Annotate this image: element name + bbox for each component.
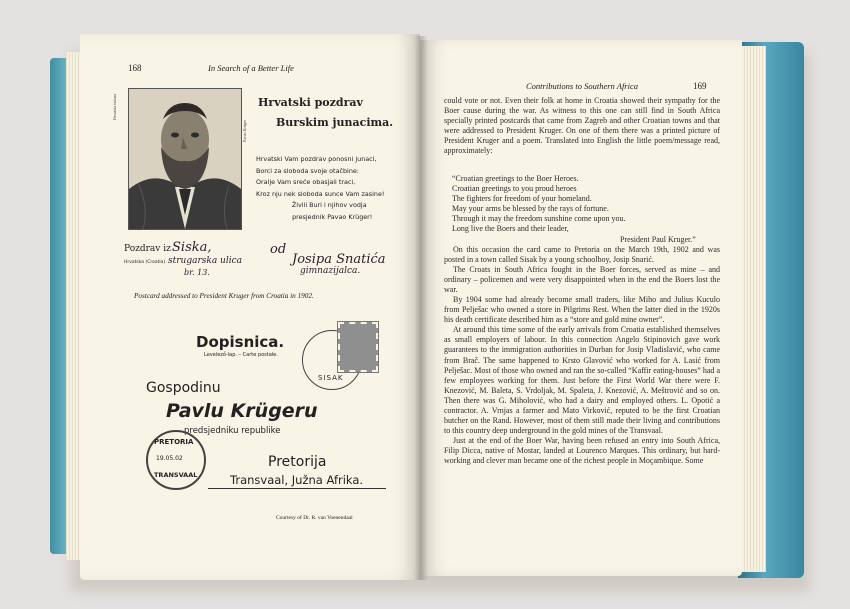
paragraph-text: At around this time some of the early arrivals from Croatia established themselves as small employers of labour. In this connection Angelo Stipinovich gave work guarantees to the immigration authorities in Durban for Josip Vladislavić, who came from Brač. The same happened to Krsto Glavović who worked for A. Lasić from Pelješac. Most of those who owned and ran the so-called “Kaffir eating-houses” had a few employees working for them. Just before the First World War there were F. Knezović, M. Baleta, S. Vrdoljak, M. Spaleta, J. Knezović, A. Meštrović and so on. Then there was G. Miholović, who had a dairy and employed others. L. Opotić a contractor. A. Vrnjas a farmer and Mato Virković, reputed to be the first Croatian butcher on the Rand. However, most of them still made their living and contributions to this country deep underground in the gold mines of the Transvaal. <box>444 325 720 435</box>
paragraph-text: The Croats in South Africa fought in the Boer forces, served as mine – and ordinary – policemen and were very disappointed when in the end the Boers lost the war. <box>444 265 720 295</box>
handwritten-signature: Josipa Snatića <box>292 252 386 267</box>
poem-line: Borci za sloboda svoje otačbine: <box>256 166 359 175</box>
left-page-number: 168 <box>128 63 142 73</box>
book-gutter <box>414 36 428 580</box>
paragraph-text: By 1904 some had already become small traders, like Miho and Julius Kuculo from Pelješac who owned a store in Pilgrims Rest. When the latter died in the 1920s his death certificate described him as a “store and gold mine owner”. <box>444 295 720 325</box>
poem-en-signature: President Paul Kruger.” <box>620 234 696 244</box>
printed-from: Pozdrav iz <box>124 244 171 254</box>
poem-line: Hrvatski Vam pozdrav ponosni junaci, <box>256 155 377 163</box>
address-underline <box>208 488 386 489</box>
poem-en-line: Long live the Boers and their leader, <box>452 224 569 234</box>
poem-line: presjednik Pavao Krüger! <box>292 212 373 221</box>
paragraph-text: could vote or not. Even their folk at home in Croatia showed their sympathy for the Boer cause during the war. As witness to this one can still find in South Africa specially printed postcards that came from Zagreb and other Croatian towns and that were addressed to President Kruger. On one of them there was a printed picture of President Kruger and a poem. Translated into English the little poem/message read, approximately: <box>444 96 720 156</box>
handwritten-school: gimnazijalca. <box>300 266 361 276</box>
dopisnica-title: Dopisnica. <box>196 333 285 351</box>
paragraph-text: On this occasion the card came to Pretoria on the March 19th, 1902 and was posted in a town called Sisak by a young schoolboy, Josip Snarić. <box>444 245 720 265</box>
poem-line: Živili Buri i njihov vodja <box>291 201 367 210</box>
poem-en-line: May your arms be blessed by the rays of fortune. <box>452 204 609 214</box>
poem-en-line: “Croatian greetings to the Boer Heroes. <box>452 174 579 183</box>
recipient-name: Pavlu Krügeru <box>166 400 318 422</box>
left-running-head: In Search of a Better Life <box>208 63 294 73</box>
right-page-number: 169 <box>693 81 707 91</box>
sisak-postmark-text: SISAK <box>318 374 344 382</box>
greeting-line-1: Hrvatski pozdrav <box>258 96 363 109</box>
english-poem <box>452 174 696 245</box>
postage-stamp <box>338 322 378 372</box>
dopisnica-subtitle: Levelező-lap. – Carte postale. <box>204 352 278 358</box>
paragraph-2-group <box>444 245 720 466</box>
poem-en-line: The fighters for freedom of your homeland. <box>452 194 592 204</box>
paragraph-text: Just at the end of the Boer War, having been refused an entry into South Africa, Filip Dicca, native of Mostar, landed at Lourenco Marques. This ordinary, but hard-working and clever man became one of the richest people in Moçambique. Some <box>444 435 720 465</box>
handwritten-siska: Siska, <box>172 240 212 255</box>
paragraph-1 <box>444 96 720 156</box>
greeting-line-2: Burskim junacima. <box>276 116 394 129</box>
handwritten-street: strugarska ulica <box>168 256 243 266</box>
poem-line: Oralje Vam sreće obasjali traci, <box>256 178 356 187</box>
salutation: Gospodinu <box>146 380 221 396</box>
kruger-portrait <box>128 88 242 230</box>
right-running-head: Contributions to Southern Africa <box>526 81 639 91</box>
portrait-side-text: Pavao Krüger <box>242 120 247 143</box>
pretoria-postmark-date: 19.05.02 <box>156 455 183 462</box>
handwritten-number: br. 13. <box>184 268 210 277</box>
poem-line: Kroz nju nek sloboda sunce Vam zasine! <box>256 189 385 198</box>
poem-en-line: Through it may the freedom sunshine come upon you. <box>452 214 626 224</box>
address-line: Transvaal, Južna Afrika. <box>230 473 364 487</box>
courtesy-credit: Courtesy of Dr. R. van Voenendaal <box>276 515 353 521</box>
handwritten-od: od <box>270 242 287 257</box>
city-pretorija: Pretorija <box>268 454 327 470</box>
croatian-poem <box>256 154 384 224</box>
pretoria-postmark-top: PRETORIA <box>154 438 194 446</box>
poem-en-line: Croatian greetings to you proud heroes <box>452 184 577 194</box>
figure-caption: Postcard addressed to President Kruger from Croatia in 1902. <box>134 292 314 300</box>
pretoria-postmark-bottom: TRANSVAAL <box>154 471 198 479</box>
photo-credit-vertical: Hrvatska tiskara <box>112 94 117 121</box>
printed-country: Hrvatska (Croatia). <box>124 260 167 265</box>
recipient-title: predsjedniku republike <box>184 426 281 436</box>
